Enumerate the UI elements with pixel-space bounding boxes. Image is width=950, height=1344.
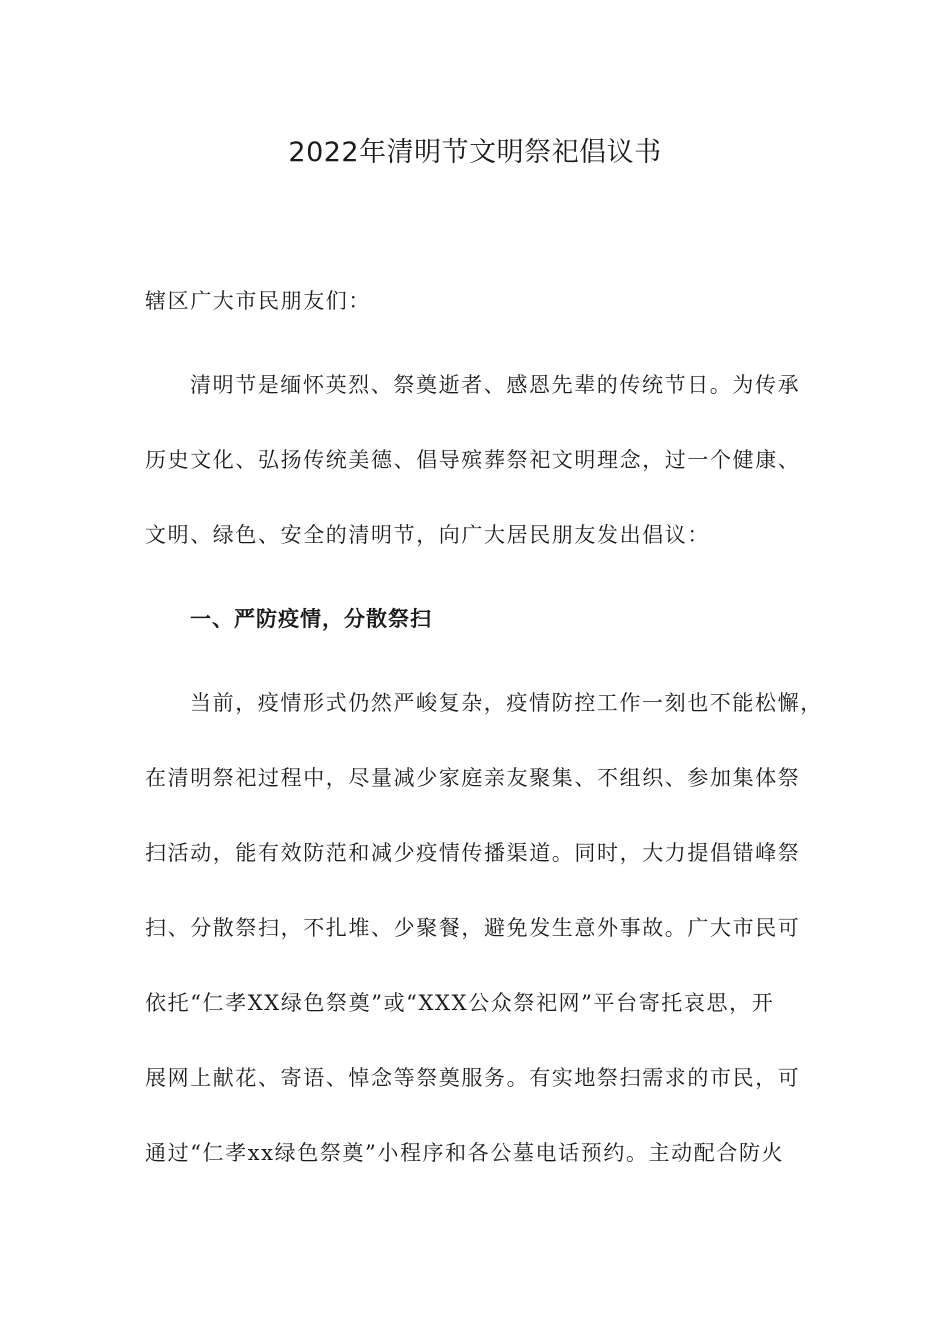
section1-line-4: 扫、分散祭扫，不扎堆、少聚餐，避免发生意外事故。广大市民可 xyxy=(145,916,801,940)
intro-line-1: 清明节是缅怀英烈、祭奠逝者、感恩先辈的传统节日。为传承 xyxy=(190,373,801,397)
intro-line-2: 历史文化、弘扬传统美德、倡导殡葬祭祀文明理念，过一个健康、 xyxy=(145,448,801,472)
section1-line-3: 扫活动，能有效防范和减少疫情传播渠道。同时，大力提倡错峰祭 xyxy=(145,841,801,865)
section1-line-1: 当前，疫情形式仍然严峻复杂，疫情防控工作一刻也不能松懈， xyxy=(190,691,823,715)
salutation: 辖区广大市民朋友们： xyxy=(145,289,371,313)
section1-line-5: 依托“仁孝XX绿色祭奠”或“XXX公众祭祀网”平台寄托哀思，开 xyxy=(145,991,775,1015)
section-heading-1: 一、严防疫情，分散祭扫 xyxy=(190,607,432,631)
intro-line-3: 文明、绿色、安全的清明节，向广大居民朋友发出倡议： xyxy=(145,523,710,547)
section1-line-6: 展网上献花、寄语、悼念等祭奠服务。有实地祭扫需求的市民，可 xyxy=(145,1066,801,1090)
section1-line-2: 在清明祭祀过程中，尽量减少家庭亲友聚集、不组织、参加集体祭 xyxy=(145,766,801,790)
document-title: 2022年清明节文明祭祀倡议书 xyxy=(288,137,662,168)
section1-line-7: 通过“仁孝xx绿色祭奠”小程序和各公墓电话预约。主动配合防火 xyxy=(145,1141,785,1165)
